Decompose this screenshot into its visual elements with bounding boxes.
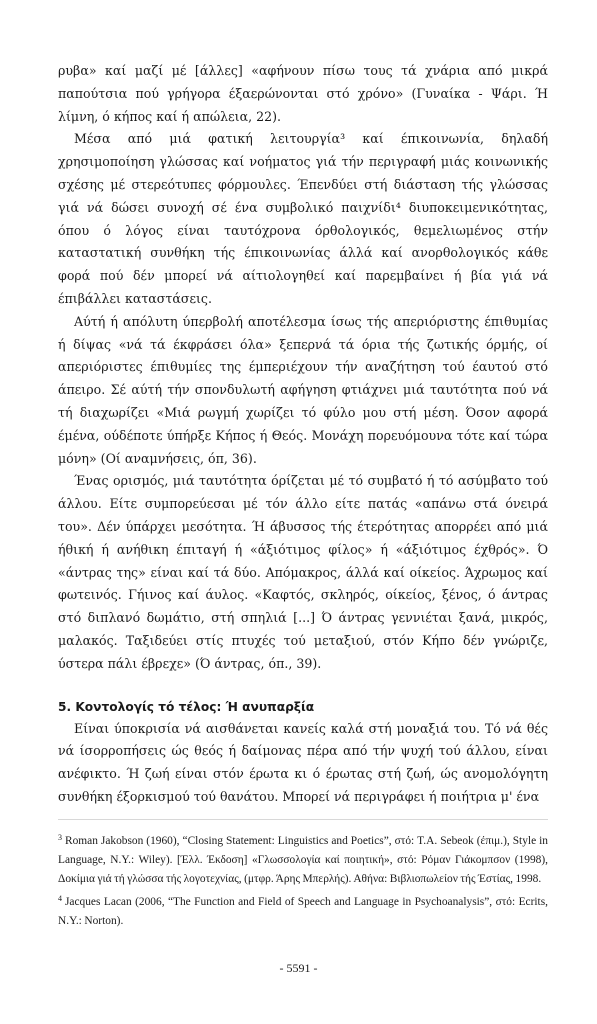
body-paragraph: Ένας ορισμός, μιά ταυτότητα όρίζεται μέ τό συμβατό ή τό ασύμβατο τού άλλου. Είτε συμπορεύεσαι μέ τόν άλλο είτε πατάς «απάνω στά όνειρά του». Δέν ύπάρχει μεσότητα. Ή άβυσσος τής έτερότητας απορρέει από μιά ήθική ή ανήθικη έπιταγή ή «άξιότιμος φίλος» ή «άξιότιμος έχθρός». Ό «άντρας της» είναι καί τά δύο. Απόμακρος, άλλά καί οίκείος. Άχρωμος καί φωτεινός. Γήινος καί άυλος. «Καφτός, σκληρός, οίκείος, ξένος, ό άντρας στό διπλανό δωμάτιο, στή σπηλιά [...] Ό άντρας γεννιέται ξανά, μικρός, μαλακός. Ταξιδεύει στίς πτυχές τού μεταξιού, στόν Κήπο δέν γνώριζε, ύστερα πάλι έβρεχε» (Ό άντρας, όπ., 39). xyxy=(58,473,548,671)
footnote-number: 4 xyxy=(58,893,62,903)
body-paragraph: Αύτή ή απόλυτη ύπερβολή αποτέλεσμα ίσως τής απεριόριστης έπιθυμίας ή δίψας «νά τά έκφράσει όλα» ξεπερνά τά όρια τής ζωτικής όρμής, οί απεριόριστες έπιθυμίες της έμπεριέχουν τήν αναζήτηση τού έαυτού στό άπειρο. Σέ αύτή τήν σπονδυλωτή αφήγηση φτιάχνει μιά ταυτότητα πού νά τή διαχωρίζει «Μιά ρωγμή χωρίζει τό φύλο μου στή μέση. Όσον αφορά έμένα, ούδέποτε ύπήρξε Κήπος ή Θεός. Μονάχη πορευόμουνα τότε καί τώρα μόνη» (Οί αναμνήσεις, όπ, 36). xyxy=(58,313,548,466)
page-content xyxy=(58,60,548,931)
body-paragraph: Είναι ύποκρισία νά αισθάνεται κανείς καλά στή μοναξιά του. Τό νά θές νά ίσορροπήσεις ώς θεός ή δαίμονας πέρα από τήν ψυχή τού άλλου, είναι ανέφικτο. Ή ζωή είναι στόν έρωτα κι ό έρωτας στή ζωή, ώς ανομολόγητη συνθήκη έξορκισμού τού θανάτου. Μπορεί νά περιγράφει ή ποιήτρια μ' ένα xyxy=(58,720,548,804)
body-paragraph-continued: ρυβα» καί μαζί μέ [άλλες] «αφήνουν πίσω τους τά χνάρια από μικρά παπούτσια πού γρήγορα έξαερώνονται στό χρόνο» (Γυναίκα - Ψάρι. Ή λίμνη, ό κήπος καί ή απώλεια, 22). xyxy=(58,63,548,124)
footnote xyxy=(58,828,548,889)
footnote-text: Roman Jakobson (1960), “Closing Statement: Linguistics and Poetics”, στό: T.A. Sebeok (έπιμ.), Style in Language, N.Y.: Wiley). [Έλλ. Έκδοση] «Γλωσσολογία καί ποιητική», στό: Ρόμαν Γιάκομπσον (1998), Δοκίμια γιά τή γλώσσα τής λογοτεχνίας, (μτφρ. Άρης Μπερλής). Αθήνα: Βιβλιοπωλείον τής Έστίας, 1998. xyxy=(58,834,548,885)
footnote-divider xyxy=(58,819,548,820)
footnote-text: Jacques Lacan (2006, “The Function and Field of Speech and Language in Psychoanalysis”, στό: Ecrits, N.Y.: Norton). xyxy=(58,895,548,927)
section-heading: 5. Κοντολογίς τό τέλος: Ή ανυπαρξία xyxy=(58,699,315,714)
page-number: - 5591 - xyxy=(279,961,318,975)
footnote xyxy=(58,889,548,931)
body-paragraph: Μέσα από μιά φατική λειτουργία³ καί έπικοινωνία, δηλαδή χρησιμοποίηση γλώσσας καί νοήματος γιά τήν περιγραφή μιάς κοινωνικής σχέσης μέ στερεότυπες φόρμουλες. Έπενδύει στή διάσταση τής γλώσσας γιά νά δώσει συνοχή σέ ένα συμβολικό παιχνίδι⁴ διυποκειμενικότητας, όπου ό λόγος είναι ταυτόχρονα όρθολογικός, θεμελιωμένος στήν καταστατική συνθήκη τής έπικοινωνίας άλλά καί ανορθολογικός κάθε φορά πού δέν μπορεί νά αίτιολογηθεί καί παρεμβαίνει ή βία γιά νά έπιβάλλει καταστάσεις. xyxy=(58,131,548,306)
footnote-number: 3 xyxy=(58,832,62,842)
